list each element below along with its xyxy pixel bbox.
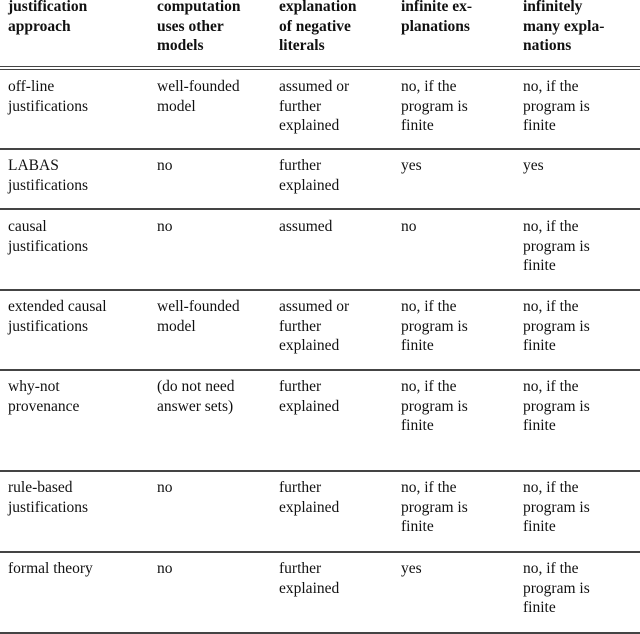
header-infinitely-many: infinitely many expla- nations (523, 0, 605, 55)
row-divider (0, 289, 640, 291)
table-cell: yes (401, 560, 422, 577)
table-cell: rule-based justifications (8, 479, 89, 516)
header-computation: computation uses other models (157, 0, 241, 55)
table-cell: assumed or further explained (279, 78, 350, 135)
table-cell: no (157, 479, 173, 496)
table-cell: extended causal justifications (8, 298, 107, 335)
row-divider (0, 148, 640, 150)
table-cell: yes (523, 157, 544, 174)
table-cell: well-founded model (157, 78, 240, 115)
table-cell: further explained (279, 157, 340, 194)
header-negative-literals: explanation of negative literals (279, 0, 357, 55)
table-cell: (do not need answer sets) (157, 378, 235, 415)
table-cell: no, if the program is finite (523, 218, 590, 275)
header-infinite-explanations: infinite ex- planations (401, 0, 473, 35)
table-cell: no, if the program is finite (523, 560, 590, 617)
header-rule (0, 69, 640, 70)
table-cell: no (157, 560, 173, 577)
row-divider (0, 551, 640, 553)
row-divider (0, 470, 640, 472)
row-divider (0, 208, 640, 210)
table-cell: well-founded model (157, 298, 240, 335)
header-rule (0, 66, 640, 67)
table-cell: no (157, 218, 173, 235)
table-cell: no, if the program is finite (523, 298, 590, 355)
row-divider (0, 369, 640, 371)
table-cell: assumed or further explained (279, 298, 350, 355)
table-cell: no, if the program is finite (401, 378, 468, 435)
table-cell: causal justifications (8, 218, 89, 255)
table-cell: further explained (279, 378, 340, 415)
table-cell: further explained (279, 560, 340, 597)
table-cell: no, if the program is finite (401, 78, 468, 135)
table-cell: no, if the program is finite (523, 378, 590, 435)
table-cell: no (401, 218, 417, 235)
header-justification-approach: justification approach (8, 0, 88, 35)
table-cell: no, if the program is finite (401, 479, 468, 536)
table-cell: further explained (279, 479, 340, 516)
table-cell: LABAS justifications (8, 157, 89, 194)
table-cell: no, if the program is finite (523, 479, 590, 536)
table-cell: why-not provenance (8, 378, 80, 415)
table-cell: no, if the program is finite (401, 298, 468, 355)
table-cell: no, if the program is finite (523, 78, 590, 135)
table-cell: formal theory (8, 560, 93, 577)
table-cell: off-line justifications (8, 78, 89, 115)
table-cell: yes (401, 157, 422, 174)
table-cell: no (157, 157, 173, 174)
table-cell: assumed (279, 218, 333, 235)
